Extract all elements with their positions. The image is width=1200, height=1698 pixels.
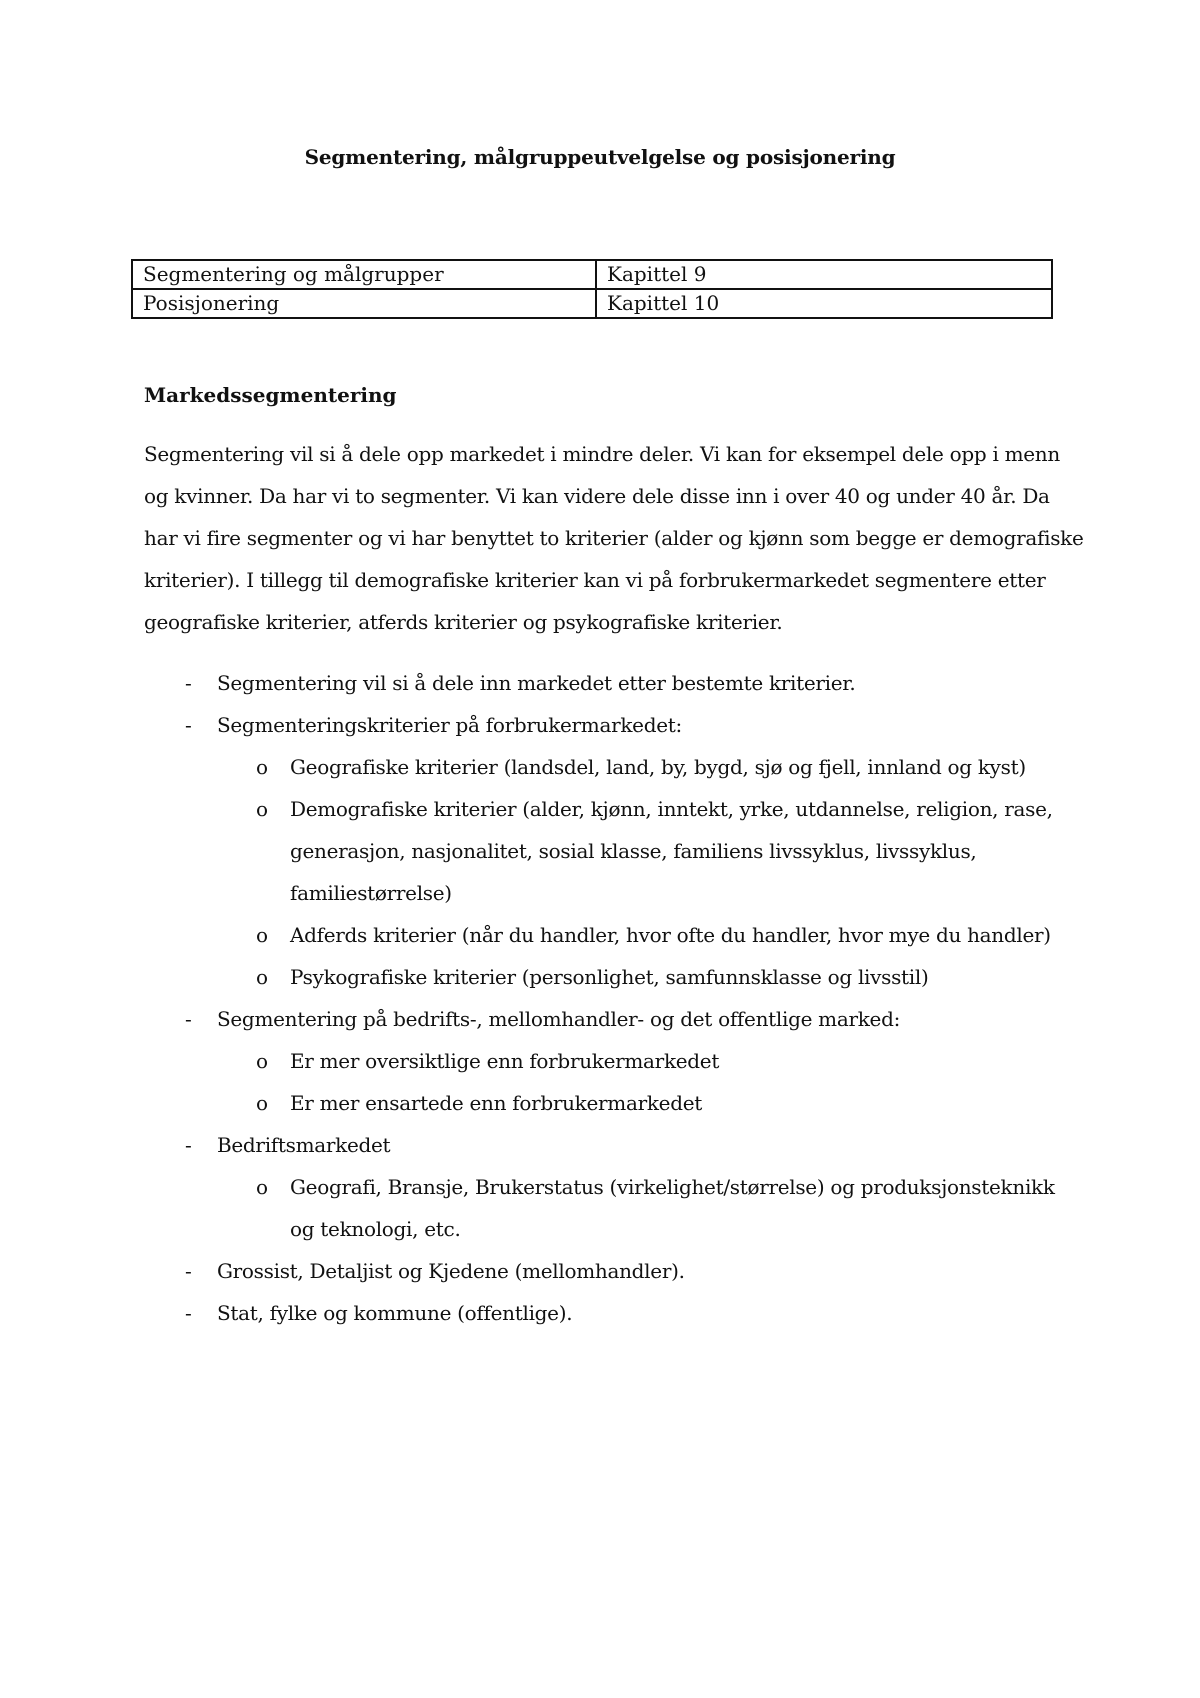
sub-list-item <box>0 788 1200 914</box>
list-item-text <box>290 1166 1055 1250</box>
list-item-text: Segmentering vil si å dele inn markedet etter bestemte kriterier. <box>217 671 856 695</box>
list-item-text: Psykografiske kriterier (personlighet, samfunnsklasse og livsstil) <box>290 965 929 989</box>
dash-bullet: - <box>185 1007 192 1031</box>
section-heading: Markedssegmentering <box>144 383 397 407</box>
table-cell-topic: Segmentering og målgrupper <box>132 260 596 289</box>
list-item-text: Grossist, Detaljist og Kjedene (mellomhandler). <box>217 1259 685 1283</box>
document-title: Segmentering, målgruppeutvelgelse og posisjonering <box>304 145 896 169</box>
circle-bullet: o <box>256 923 268 947</box>
list-item-text: Er mer ensartede enn forbrukermarkedet <box>290 1091 702 1115</box>
circle-bullet: o <box>256 797 268 821</box>
list-item-text: Adferds kriterier (når du handler, hvor ofte du handler, hvor mye du handler) <box>290 923 1051 947</box>
circle-bullet: o <box>256 1049 268 1073</box>
table-row <box>132 289 1052 318</box>
circle-bullet: o <box>256 965 268 989</box>
list-item <box>0 1250 1200 1292</box>
dash-bullet: - <box>185 1259 192 1283</box>
table-cell-chapter: Kapittel 9 <box>596 260 1052 289</box>
dash-bullet: - <box>185 1133 192 1157</box>
list-item-line: familiestørrelse) <box>290 881 452 905</box>
list-item-text: Segmentering på bedrifts-, mellomhandler- og det offentlige marked: <box>217 1007 901 1031</box>
sub-list-item <box>0 956 1200 998</box>
circle-bullet: o <box>256 1091 268 1115</box>
list-item-text: Bedriftsmarkedet <box>217 1133 391 1157</box>
paragraph-line: geografiske kriterier, atferds kriterier og psykografiske kriterier. <box>144 610 783 634</box>
table-cell-chapter: Kapittel 10 <box>596 289 1052 318</box>
paragraph-line: og kvinner. Da har vi to segmenter. Vi kan videre dele disse inn i over 40 og under 40 år. Da <box>144 484 1050 508</box>
list-item <box>0 662 1200 704</box>
dash-bullet: - <box>185 671 192 695</box>
list-item-text: Stat, fylke og kommune (offentlige). <box>217 1301 573 1325</box>
list-item-line: Demografiske kriterier (alder, kjønn, inntekt, yrke, utdannelse, religion, rase, <box>290 797 1053 821</box>
chapters-table <box>131 259 1053 319</box>
list-item-line: Geografi, Bransje, Brukerstatus (virkelighet/størrelse) og produksjonsteknikk <box>290 1175 1055 1199</box>
bullet-list <box>0 662 1200 1334</box>
list-item-text: Er mer oversiktlige enn forbrukermarkedet <box>290 1049 720 1073</box>
circle-bullet: o <box>256 755 268 779</box>
circle-bullet: o <box>256 1175 268 1199</box>
list-item <box>0 998 1200 1040</box>
paragraph-line: har vi fire segmenter og vi har benyttet to kriterier (alder og kjønn som begge er demografiske <box>144 526 1084 550</box>
dash-bullet: - <box>185 713 192 737</box>
list-item-text: Geografiske kriterier (landsdel, land, by, bygd, sjø og fjell, innland og kyst) <box>290 755 1026 779</box>
sub-list-item <box>0 1082 1200 1124</box>
list-item-text <box>290 788 1053 914</box>
dash-bullet: - <box>185 1301 192 1325</box>
paragraph-line: kriterier). I tillegg til demografiske kriterier kan vi på forbrukermarkedet segmentere etter <box>144 568 1046 592</box>
list-item <box>0 704 1200 746</box>
sub-list-item <box>0 1040 1200 1082</box>
list-item-text: Segmenteringskriterier på forbrukermarkedet: <box>217 713 682 737</box>
table-row <box>132 260 1052 289</box>
list-item-line: generasjon, nasjonalitet, sosial klasse, familiens livssyklus, livssyklus, <box>290 839 977 863</box>
sub-list-item <box>0 746 1200 788</box>
list-item <box>0 1292 1200 1334</box>
section-paragraph <box>144 433 1084 643</box>
paragraph-line: Segmentering vil si å dele opp markedet i mindre deler. Vi kan for eksempel dele opp i menn <box>144 442 1060 466</box>
list-item-line: og teknologi, etc. <box>290 1217 461 1241</box>
table-cell-topic: Posisjonering <box>132 289 596 318</box>
sub-list-item <box>0 914 1200 956</box>
list-item <box>0 1124 1200 1166</box>
sub-list-item <box>0 1166 1200 1250</box>
